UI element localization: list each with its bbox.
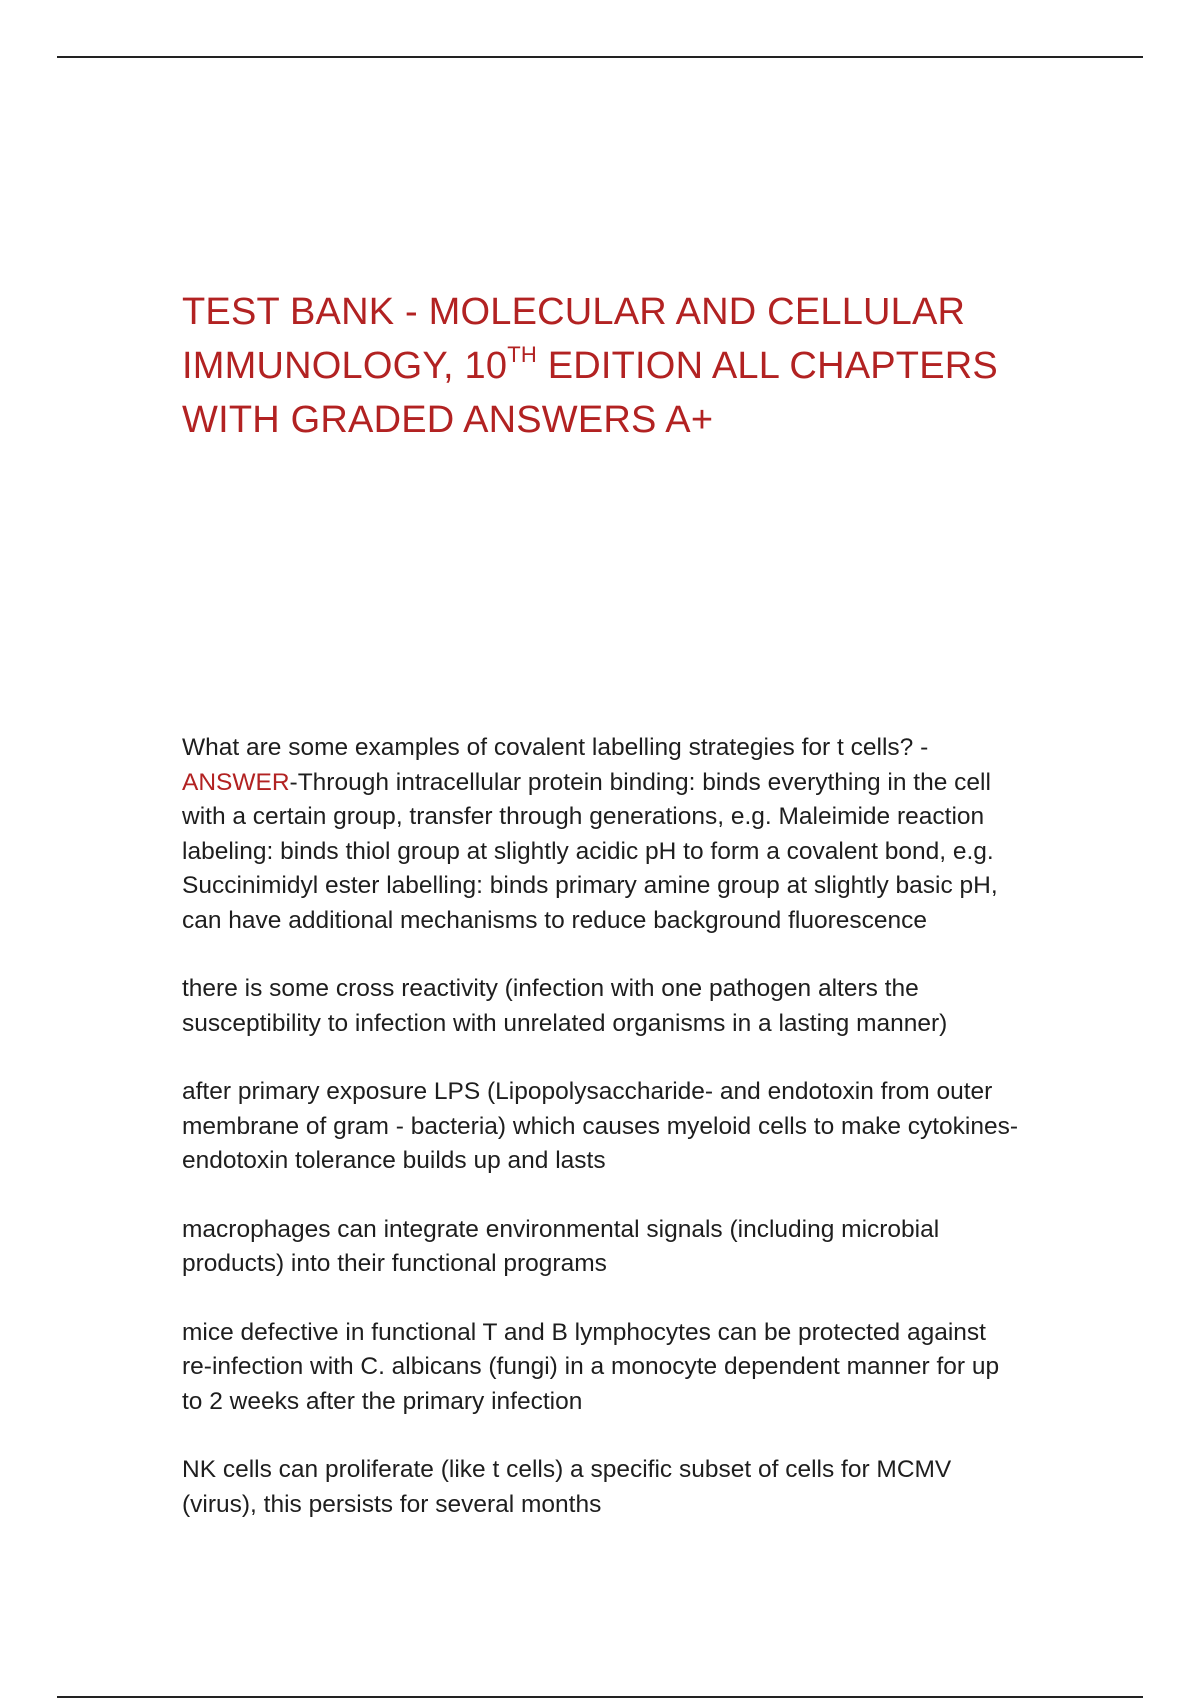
document-title (182, 285, 1022, 447)
title-text-continued: EDITION ALL CHAPTERS WITH GRADED ANSWERS A+ (182, 345, 998, 441)
text-paragraph: macrophages can integrate environmental signals (including microbial products) into their functional programs (182, 1215, 940, 1277)
text-paragraph: after primary exposure LPS (Lipopolysaccharide- and endotoxin from outer membrane of gram - bacteria) which causes myeloid cells to make cytokines- endotoxin tolerance builds up and lasts (182, 1078, 1019, 1174)
text-paragraph: mice defective in functional T and B lymphocytes can be protected against re-infection with C. albicans (fungi) in a monocyte dependent manner for up to 2 weeks after the primary infection (182, 1318, 1000, 1415)
question-text: What are some examples of covalent labelling strategies for t cells? - (182, 734, 929, 761)
text-paragraph: there is some cross reactivity (infection with one pathogen alters the susceptibility to infection with unrelated organisms in a lasting manner) (182, 975, 948, 1037)
answer-label: ANSWER (182, 768, 290, 796)
qa-section (182, 731, 1022, 1522)
header-rule (57, 56, 1143, 58)
qa-item (182, 731, 1022, 938)
title-superscript: TH (507, 342, 537, 367)
footer-rule (57, 1696, 1143, 1698)
title-text: TEST BANK - MOLECULAR AND CELLULAR IMMUNOLOGY, 10 (182, 291, 966, 387)
answer-text: -Through intracellular protein binding: binds everything in the cell with a certain group, transfer through generations, e.g. Maleimide reaction labeling: binds thiol group at slightly acidic pH to form a covalent bond, e.g. Succinimidyl ester labelling: binds primary amine group at slightly basic pH, can have additional mechanisms to reduce background fluorescence (182, 768, 998, 934)
document-body (182, 285, 1022, 1556)
text-paragraph: NK cells can proliferate (like t cells) a specific subset of cells for MCMV (virus), this persists for several months (182, 1456, 952, 1518)
